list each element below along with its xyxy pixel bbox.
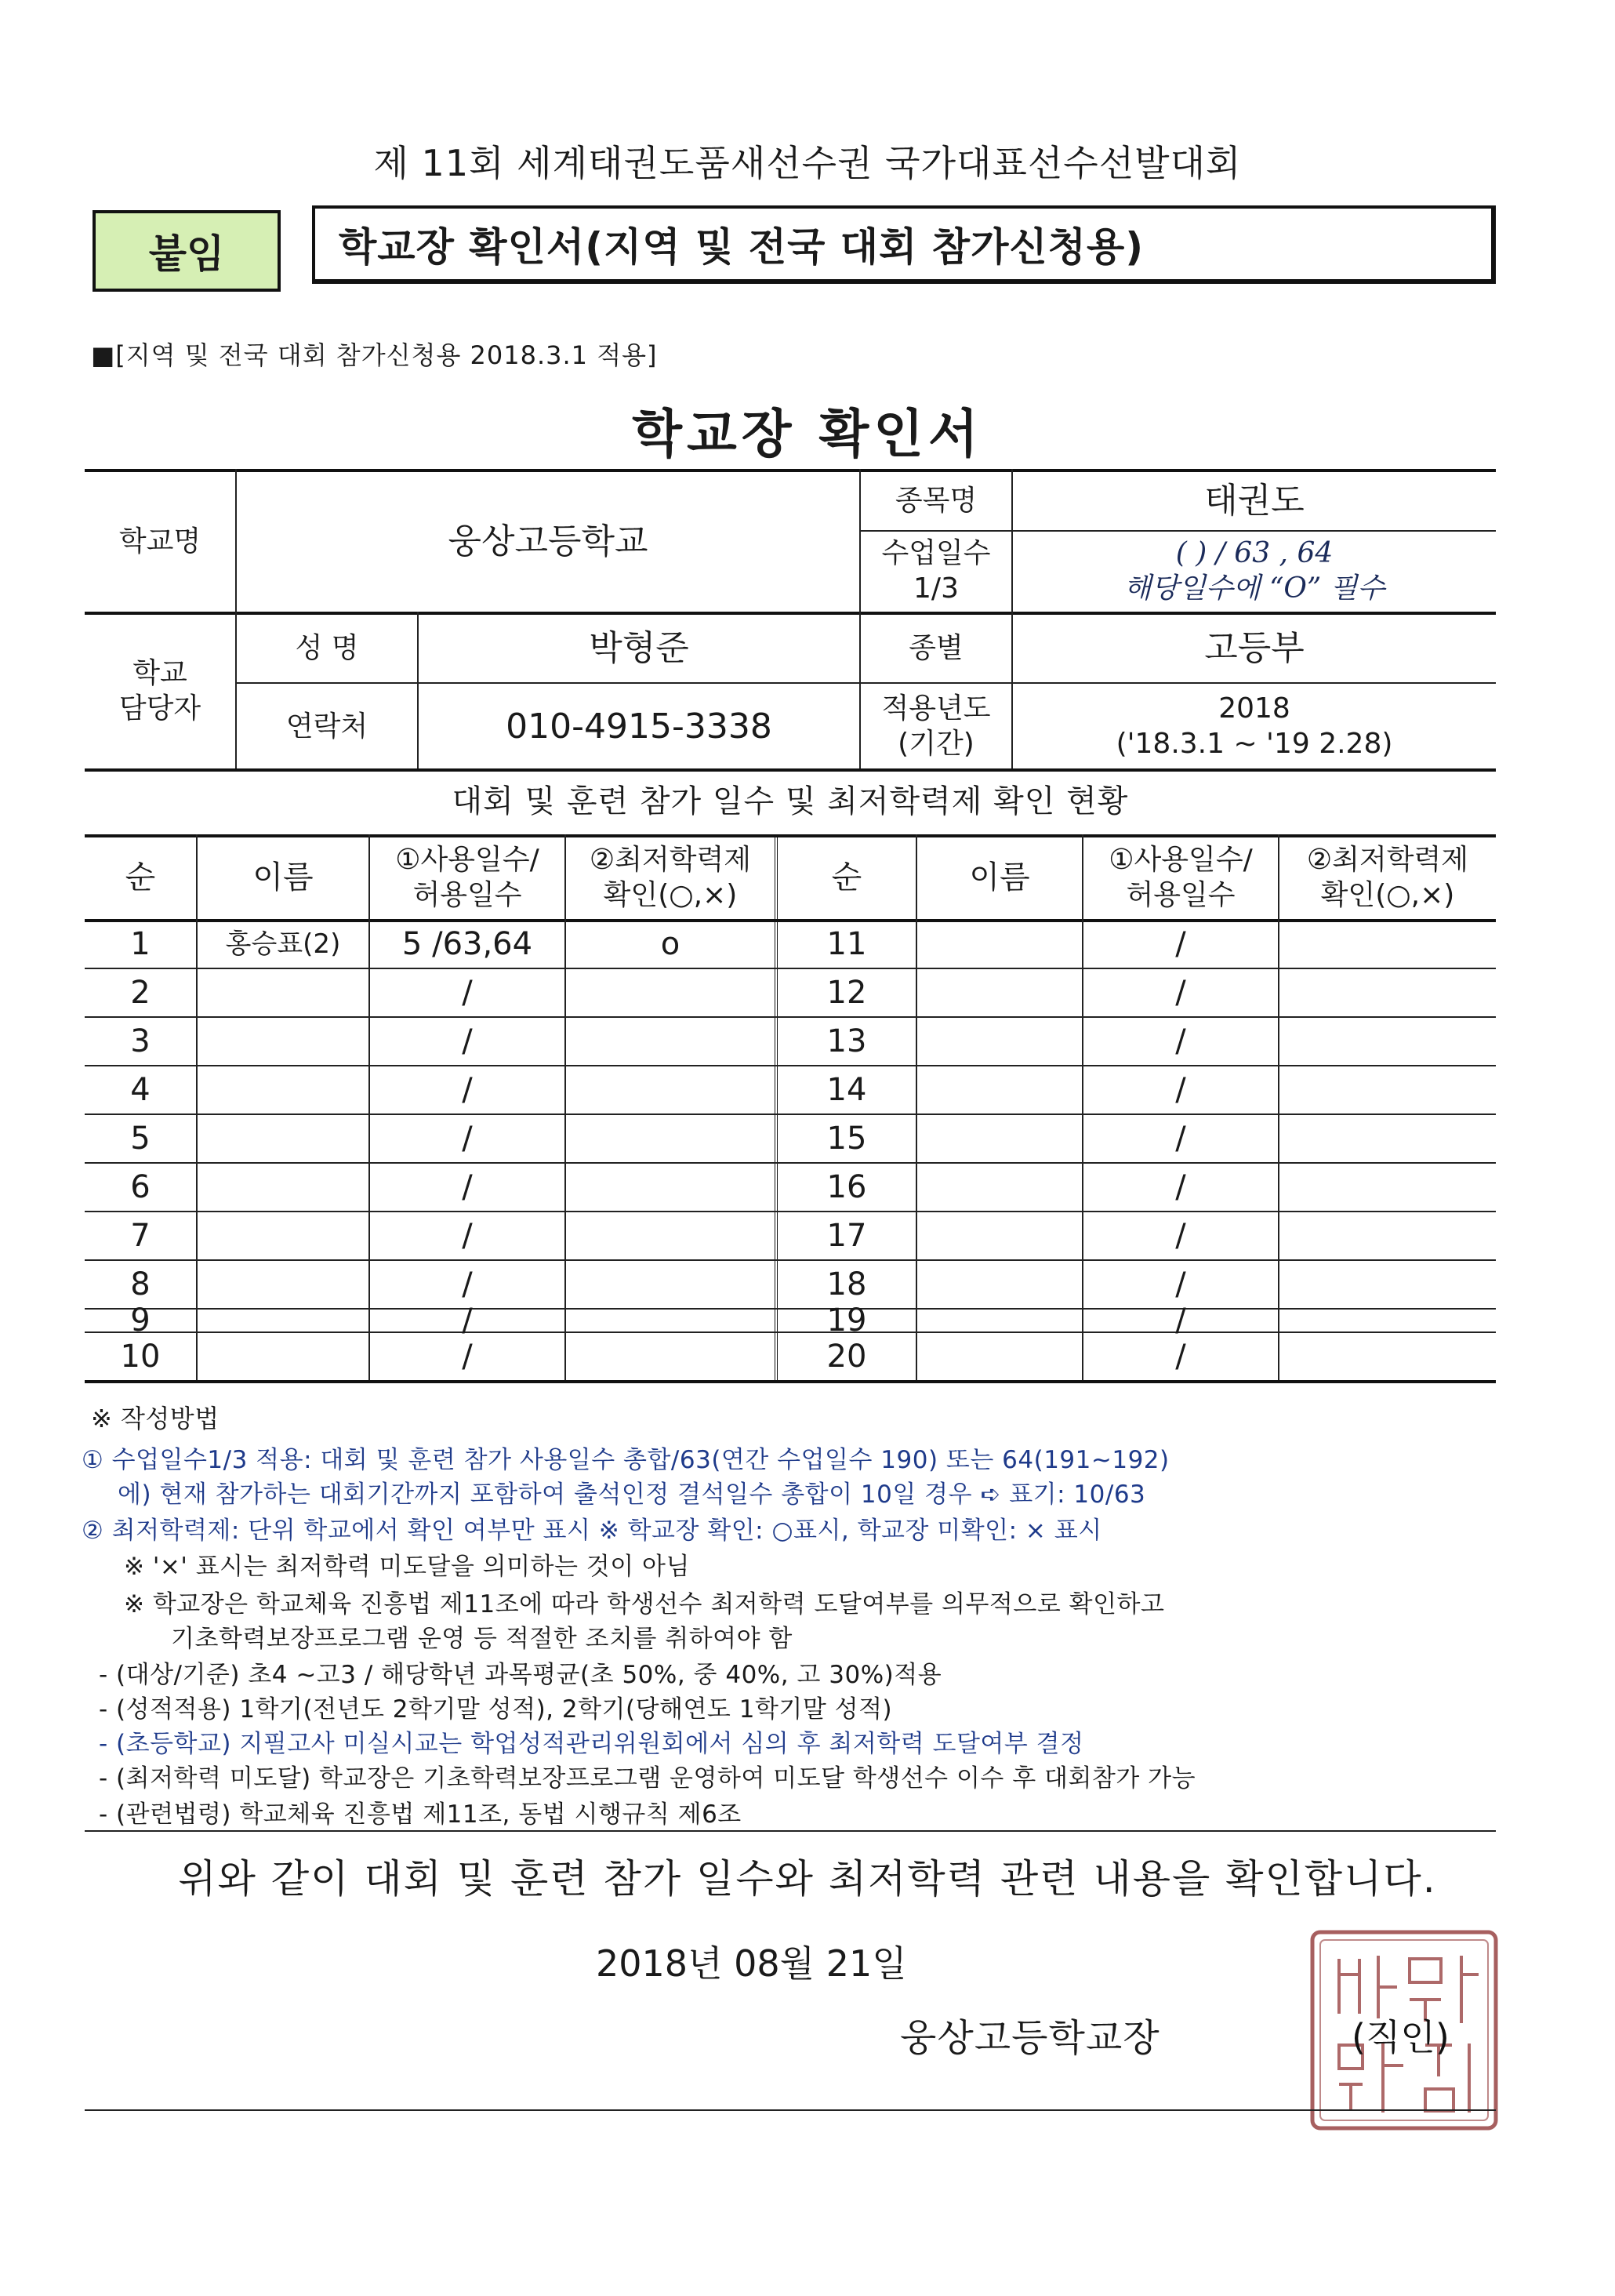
row-days: / [1175, 1218, 1186, 1254]
row-no: 15 [826, 1121, 867, 1157]
row-no: 19 [826, 1302, 867, 1339]
row-name [198, 1310, 368, 1331]
days-label-line2: 1/3 [913, 572, 959, 605]
row-check [1279, 1115, 1496, 1162]
form-title: 학교장 확인서(지역 및 전국 대회 참가신청용) [312, 205, 1496, 284]
contact-label: 연락처 [285, 710, 368, 743]
col-check-line1: ②최저학력제 [589, 844, 752, 876]
row-check [1279, 1212, 1496, 1259]
staff-label-line2: 담당자 [118, 692, 201, 725]
note-line: ① 수업일수1/3 적용: 대회 및 훈련 참가 사용일수 총합/63(연간 수업일수 190) 또는 64(191~192) [82, 1446, 1170, 1474]
row-days: / [1175, 1302, 1186, 1339]
row-no: 10 [120, 1339, 161, 1375]
school-label: 학교명 [118, 525, 201, 558]
row-check [566, 969, 775, 1016]
row-check [1279, 1164, 1496, 1211]
sport-label: 종목명 [895, 484, 978, 517]
row-no: 5 [130, 1121, 151, 1157]
row-days: / [1175, 1339, 1186, 1375]
col-check-right [1279, 836, 1496, 919]
col-no: 순 [125, 859, 156, 896]
seal-text: (직인) [1352, 2016, 1450, 2058]
row-check [566, 1310, 775, 1331]
col-days [370, 836, 564, 919]
row-no: 17 [826, 1218, 867, 1254]
row-days: / [462, 1266, 473, 1302]
row-no: 7 [130, 1218, 151, 1254]
year-label-line2: (기간) [898, 728, 974, 760]
row-no: 6 [130, 1169, 151, 1205]
note-line: ② 최저학력제: 단위 학교에서 확인 여부만 표시 ※ 학교장 확인: ○표시, 학교장 미확인: × 표시 [82, 1517, 1102, 1545]
event-title: 제 11회 세계태권도품새선수권 국가대표선수선발대회 [373, 142, 1242, 184]
division-value: 고등부 [1204, 627, 1305, 668]
school-name: 웅상고등학교 [448, 521, 648, 561]
row-no: 20 [826, 1339, 867, 1375]
row-name [198, 1066, 368, 1113]
days-label [861, 532, 1011, 610]
col-name: 이름 [252, 859, 314, 896]
row-check [566, 1018, 775, 1065]
days-label-line1: 수업일수 [881, 537, 991, 569]
year-label-line1: 적용년도 [881, 692, 991, 725]
row-name [917, 1018, 1082, 1065]
row-days: / [1175, 1072, 1186, 1108]
row-days: / [462, 1218, 473, 1254]
row-check [1279, 1261, 1496, 1308]
note-line: - (대상/기준) 초4 ~고3 / 해당학년 과목평균(초 50%, 중 40%, 고 30%)적용 [99, 1661, 942, 1689]
row-no: 1 [130, 926, 151, 962]
col-name-right: 이름 [969, 859, 1030, 896]
division-label: 종별 [909, 631, 964, 664]
row-days: / [462, 1072, 473, 1108]
row-days: / [462, 1169, 473, 1205]
note-line: ※ 학교장은 학교체육 진흥법 제11조에 따라 학생선수 최저학력 도달여부를 의무적으로 확인하고 [124, 1590, 1165, 1618]
row-check [566, 1261, 775, 1308]
row-check [566, 1333, 775, 1380]
col-check-right-line1: ②최저학력제 [1306, 844, 1469, 876]
attachment-label: 붙임 [93, 210, 281, 292]
row-no: 16 [826, 1169, 867, 1205]
staff-contact: 010-4915-3338 [506, 706, 772, 747]
row-no: 8 [130, 1266, 151, 1302]
row-name: 홍승표(2) [225, 928, 341, 960]
year-label [861, 684, 1011, 768]
status-title: 대회 및 훈련 참가 일수 및 최저학력제 확인 현황 [452, 783, 1129, 819]
row-days: / [1175, 1266, 1186, 1302]
row-name [917, 1115, 1082, 1162]
row-check [566, 1212, 775, 1259]
row-name [198, 1164, 368, 1211]
row-check [566, 1066, 775, 1113]
staff-label-line1: 학교 [132, 657, 187, 689]
issue-date: 2018년 08월 21일 [596, 1942, 907, 1985]
row-name [917, 969, 1082, 1016]
notes-heading: ※ 작성방법 [91, 1404, 220, 1433]
note-line: 기초학력보장프로그램 운영 등 적절한 조치를 취하여야 함 [171, 1625, 793, 1653]
days-value [1013, 532, 1496, 610]
staff-name: 박형준 [589, 627, 689, 668]
days-value-line1: ( ) / 63 , 64 [1175, 537, 1334, 569]
row-name [198, 1261, 368, 1308]
form-note: ■[지역 및 전국 대회 참가신청용 2018.3.1 적용] [91, 340, 658, 370]
row-days: / [1175, 926, 1186, 962]
row-days: / [1175, 1169, 1186, 1205]
row-check [1279, 969, 1496, 1016]
bottom-divider [85, 2109, 1496, 2111]
row-no: 13 [826, 1023, 867, 1059]
row-check [1279, 1310, 1496, 1331]
row-days: / [1175, 975, 1186, 1011]
year-value-line1: 2018 [1218, 692, 1290, 725]
note-line: - (최저학력 미도달) 학교장은 기초학력보장프로그램 운영하여 미도달 학생선수 이수 후 대회참가 가능 [99, 1764, 1196, 1793]
days-value-line2: 해당일수에 “O” 필수 [1123, 572, 1385, 605]
row-check [566, 1164, 775, 1211]
row-name [198, 1018, 368, 1065]
col-days-line1: ①사용일수/ [395, 844, 539, 876]
row-no: 9 [130, 1302, 151, 1339]
row-name [198, 1333, 368, 1380]
col-days-right-line2: 허용일수 [1126, 879, 1236, 911]
note-line: 에) 현재 참가하는 대회기간까지 포함하여 출석인정 결석일수 총합이 10일 경우 ➪ 표기: 10/63 [118, 1480, 1146, 1509]
row-no: 2 [130, 975, 151, 1011]
col-days-line2: 허용일수 [412, 879, 522, 911]
row-days: 5 /63,64 [401, 926, 533, 962]
col-no-right: 순 [831, 859, 862, 896]
name-label: 성 명 [295, 631, 359, 664]
row-days: / [462, 1121, 473, 1157]
year-value [1013, 684, 1496, 768]
row-days: / [1175, 1023, 1186, 1059]
row-days: / [462, 1023, 473, 1059]
col-check-right-line2: 확인(○,×) [1320, 879, 1455, 911]
row-check [1279, 1333, 1496, 1380]
official-seal [1308, 1927, 1501, 2133]
row-no: 3 [130, 1023, 151, 1059]
col-days-right-line1: ①사용일수/ [1109, 844, 1253, 876]
row-no: 11 [826, 926, 867, 962]
year-value-line2: ('18.3.1 ~ '19 2.28) [1116, 728, 1393, 760]
note-line: ※ '×' 표시는 최저학력 미도달을 의미하는 것이 아님 [124, 1553, 690, 1581]
principal-title: 웅상고등학교장 [900, 2016, 1160, 2060]
row-check [1279, 1018, 1496, 1065]
sport-value: 태권도 [1204, 480, 1305, 521]
row-name [917, 1261, 1082, 1308]
row-days: / [462, 1339, 473, 1375]
note-line: - (성적적용) 1학기(전년도 2학기말 성적), 2학기(당해연도 1학기말 성적) [99, 1695, 893, 1724]
col-check [566, 836, 775, 919]
row-check [566, 1115, 775, 1162]
row-no: 4 [130, 1072, 151, 1108]
row-no: 18 [826, 1266, 867, 1302]
row-name [917, 1164, 1082, 1211]
row-days: / [462, 975, 473, 1011]
row-check [1279, 1066, 1496, 1113]
row-name [917, 921, 1082, 968]
row-name [198, 1115, 368, 1162]
document-title: 학교장 확인서 [632, 404, 983, 464]
row-no: 12 [826, 975, 867, 1011]
staff-label [85, 613, 235, 768]
row-check [1279, 921, 1496, 968]
col-days-right [1083, 836, 1278, 919]
row-name [198, 1212, 368, 1259]
row-name [917, 1066, 1082, 1113]
row-name [917, 1310, 1082, 1331]
row-name [198, 969, 368, 1016]
row-check: o [660, 926, 680, 962]
row-no: 14 [826, 1072, 867, 1108]
confirmation-statement: 위와 같이 대회 및 훈련 참가 일수와 최저학력 관련 내용을 확인합니다. [178, 1856, 1437, 1902]
row-days: / [462, 1302, 473, 1339]
col-check-line2: 확인(○,×) [603, 879, 738, 911]
note-line: - (관련법령) 학교체육 진흥법 제11조, 동법 시행규칙 제6조 [99, 1800, 742, 1829]
note-line: - (초등학교) 지필고사 미실시교는 학업성적관리위원회에서 심의 후 최저학력 도달여부 결정 [99, 1730, 1084, 1758]
row-name [917, 1333, 1082, 1380]
row-name [917, 1212, 1082, 1259]
row-days: / [1175, 1121, 1186, 1157]
